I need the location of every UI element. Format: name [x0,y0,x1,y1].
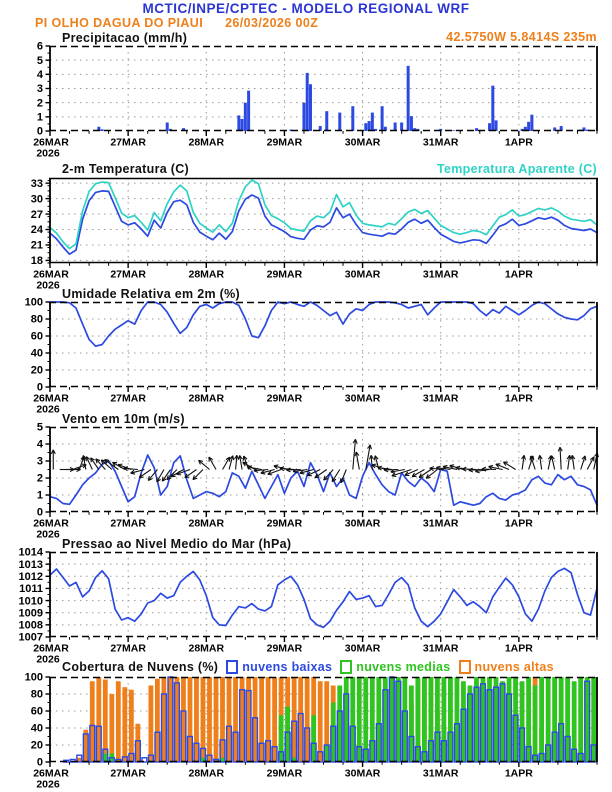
svg-text:26MAR: 26MAR [33,268,69,281]
svg-text:100: 100 [24,671,43,684]
svg-text:1010: 1010 [18,595,43,608]
cloud-cover-title: Cobertura de Nuvens (%) [62,660,219,674]
svg-text:3: 3 [36,455,43,468]
svg-text:1APR: 1APR [504,517,533,530]
svg-text:28MAR: 28MAR [188,642,225,655]
svg-text:29MAR: 29MAR [266,136,303,149]
svg-text:1APR: 1APR [504,767,533,780]
high-clouds-label: nuvens altas [474,660,554,674]
svg-text:26MAR: 26MAR [33,642,69,655]
svg-text:6: 6 [36,40,43,53]
svg-text:27MAR: 27MAR [110,767,146,780]
svg-text:1008: 1008 [18,619,43,632]
svg-text:26MAR: 26MAR [33,767,69,780]
svg-text:31MAR: 31MAR [422,517,459,530]
svg-text:28MAR: 28MAR [188,136,225,149]
svg-text:27MAR: 27MAR [110,517,146,530]
svg-text:1APR: 1APR [504,642,533,655]
svg-text:2026: 2026 [36,403,60,416]
low-clouds-swatch-icon [226,660,238,674]
svg-text:31MAR: 31MAR [422,767,459,780]
cloud-legend-row [62,660,597,674]
svg-text:1012: 1012 [18,570,43,583]
svg-text:5: 5 [36,421,43,434]
svg-text:1: 1 [36,111,43,124]
svg-text:0: 0 [36,506,43,519]
wind-chart [0,421,612,541]
svg-text:27MAR: 27MAR [110,392,146,405]
temperature-title: 2-m Temperatura (C) [62,162,190,176]
svg-text:27MAR: 27MAR [110,268,146,281]
svg-text:1009: 1009 [18,607,43,620]
svg-text:2026: 2026 [36,147,60,160]
svg-text:30MAR: 30MAR [344,392,381,405]
apparent-temperature-title: Temperatura Aparente (C) [436,162,597,176]
temperature-chart [0,177,612,292]
svg-text:26MAR: 26MAR [33,392,69,405]
svg-text:29MAR: 29MAR [266,642,303,655]
station-coordinates: 42.5750W 5.8414S 235m [446,30,597,44]
svg-text:30MAR: 30MAR [344,642,381,655]
svg-text:0: 0 [36,381,43,394]
svg-text:1014: 1014 [18,546,43,559]
svg-text:2026: 2026 [36,778,60,791]
svg-text:30MAR: 30MAR [344,136,381,149]
svg-text:30: 30 [30,193,43,206]
svg-text:80: 80 [30,313,43,326]
wind-title: Vento em 10m (m/s) [62,412,185,426]
svg-text:27: 27 [30,208,43,221]
svg-text:24: 24 [30,224,43,237]
precipitation-chart [0,40,612,160]
svg-text:1APR: 1APR [504,268,533,281]
humidity-title: Umidade Relativa em 2m (%) [62,287,240,301]
svg-text:30MAR: 30MAR [344,767,381,780]
cloud-cover-chart [0,671,612,791]
svg-text:80: 80 [30,688,43,701]
svg-text:29MAR: 29MAR [266,392,303,405]
svg-text:2: 2 [36,97,43,110]
high-clouds-swatch-icon [459,660,471,674]
station-line [35,16,340,30]
svg-text:2026: 2026 [36,279,60,292]
svg-text:30MAR: 30MAR [344,268,381,281]
svg-text:31MAR: 31MAR [422,268,459,281]
svg-text:3: 3 [36,83,43,96]
svg-text:1007: 1007 [18,631,43,644]
precipitation-title: Precipitacao (mm/h) [62,31,188,45]
svg-text:27MAR: 27MAR [110,642,146,655]
svg-text:29MAR: 29MAR [266,767,303,780]
svg-text:60: 60 [30,330,43,343]
svg-text:29MAR: 29MAR [266,517,303,530]
svg-text:20: 20 [30,364,43,377]
legend-item-baixas [226,660,332,674]
legend-item-altas [459,660,554,674]
svg-text:21: 21 [30,239,43,252]
run-datetime: 26/03/2026 00Z [225,16,319,30]
svg-text:2026: 2026 [36,528,60,541]
svg-text:0: 0 [36,756,43,769]
low-clouds-label: nuvens baixas [242,660,333,674]
pressure-title: Pressao ao Nivel Medio do Mar (hPa) [62,537,292,551]
svg-text:4: 4 [36,69,43,82]
legend-item-medias [340,660,450,674]
pressure-chart [0,546,612,666]
svg-text:1APR: 1APR [504,136,533,149]
svg-text:4: 4 [36,438,43,451]
svg-text:1: 1 [36,489,43,502]
svg-text:5: 5 [36,54,43,67]
svg-text:28MAR: 28MAR [188,517,225,530]
svg-text:26MAR: 26MAR [33,517,69,530]
svg-text:28MAR: 28MAR [188,268,225,281]
svg-text:28MAR: 28MAR [188,767,225,780]
svg-text:1011: 1011 [19,583,43,596]
svg-text:40: 40 [30,722,43,735]
mid-clouds-swatch-icon [340,660,352,674]
svg-text:31MAR: 31MAR [422,642,459,655]
svg-text:30MAR: 30MAR [344,517,381,530]
svg-text:18: 18 [30,255,43,268]
svg-text:31MAR: 31MAR [422,136,459,149]
svg-text:60: 60 [30,705,43,718]
svg-text:0: 0 [36,125,43,138]
humidity-chart [0,296,612,416]
svg-text:2: 2 [36,472,43,485]
svg-text:100: 100 [24,296,43,309]
svg-text:1013: 1013 [18,558,43,571]
svg-text:31MAR: 31MAR [422,392,459,405]
svg-text:27MAR: 27MAR [110,136,146,149]
svg-text:1APR: 1APR [504,392,533,405]
svg-text:20: 20 [30,739,43,752]
model-title: MCTIC/INPE/CPTEC - MODELO REGIONAL WRF [142,1,470,16]
svg-text:2026: 2026 [36,653,60,666]
svg-text:26MAR: 26MAR [33,136,69,149]
svg-text:40: 40 [30,347,43,360]
station-name: PI OLHO DAGUA DO PIAUI [35,16,204,30]
svg-text:33: 33 [30,177,43,190]
mid-clouds-label: nuvens medias [356,660,451,674]
svg-text:29MAR: 29MAR [266,268,303,281]
svg-text:28MAR: 28MAR [188,392,225,405]
